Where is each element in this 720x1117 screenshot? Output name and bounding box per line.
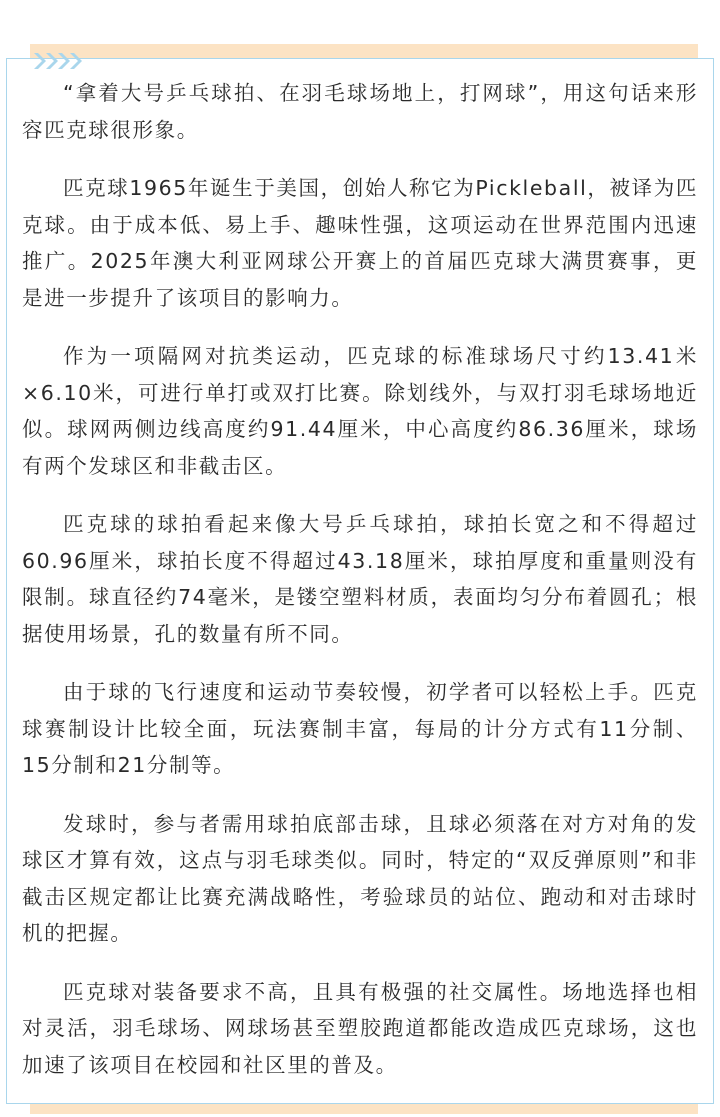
double-arrow-icon (34, 51, 86, 71)
paragraph-1: “拿着大号乒乓球拍、在羽毛球场地上，打网球”，用这句话来形容匹克球很形象。 (22, 81, 698, 142)
article-body (22, 75, 698, 1105)
paragraph-6: 发球时，参与者需用球拍底部击球，且球必须落在对方对角的发球区才算有效，这点与羽毛球类似。同时，特定的“双反弹原则”和非截击区规定都让比赛充满战略性，考验球员的站位、跑动和对击球时机的把握。 (22, 811, 698, 945)
paragraph-7: 匹克球对装备要求不高，且具有极强的社交属性。场地选择也相对灵活，羽毛球场、网球场甚至塑胶跑道都能改造成匹克球场，这也加速了该项目在校园和社区里的普及。 (22, 979, 698, 1077)
paragraph-3: 作为一项隔网对抗类运动，匹克球的标准球场尺寸约13.41米×6.10米，可进行单打或双打比赛。除划线外，与双打羽毛球场地近似。球网两侧边线高度约91.44厘米，中心高度约86.36厘米，球场有两个发球区和非截击区。 (22, 344, 698, 478)
paragraph-4: 匹克球的球拍看起来像大号乒乓球拍，球拍长宽之和不得超过60.96厘米，球拍长度不得超过43.18厘米，球拍厚度和重量则没有限制。球直径约74毫米，是镂空塑料材质，表面均匀分布着圆孔；根据使用场景，孔的数量有所不同。 (22, 512, 698, 646)
paragraph-5: 由于球的飞行速度和运动节奏较慢，初学者可以轻松上手。匹克球赛制设计比较全面，玩法赛制丰富，每局的计分方式有11分制、15分制和21分制等。 (22, 680, 698, 777)
paragraph-2: 匹克球1965年诞生于美国，创始人称它为Pickleball，被译为匹克球。由于成本低、易上手、趣味性强，这项运动在世界范围内迅速推广。2025年澳大利亚网球公开赛上的首届匹克球大满贯赛事，更是进一步提升了该项目的影响力。 (22, 176, 698, 310)
